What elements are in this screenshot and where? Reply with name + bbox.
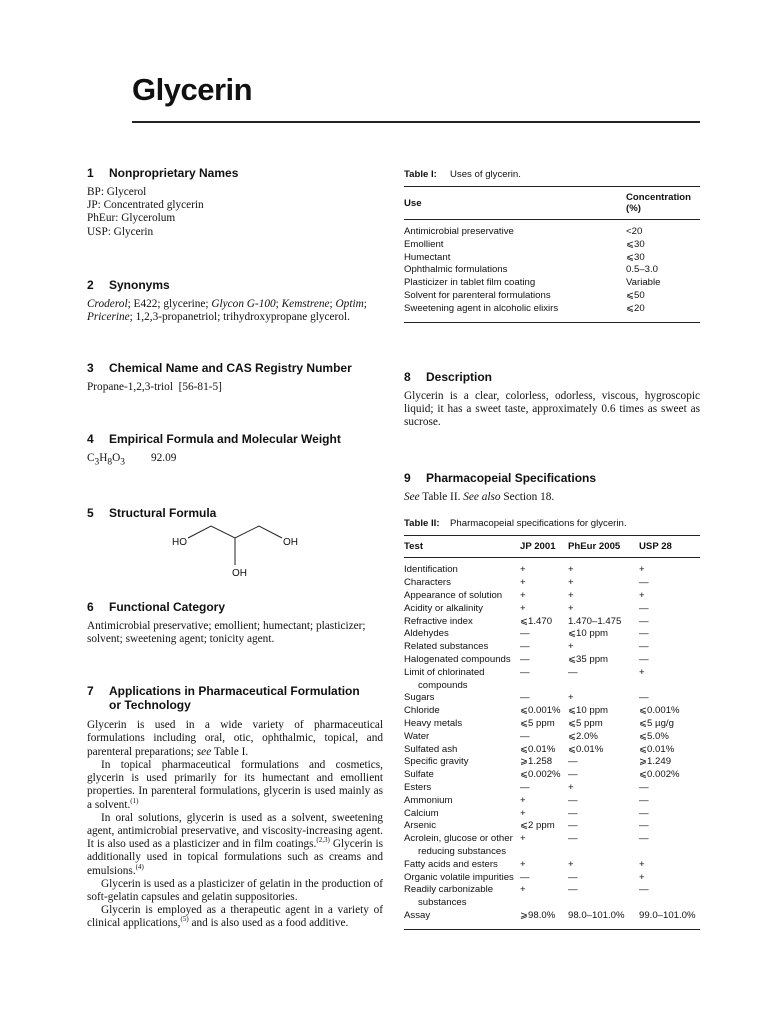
table2-caption [404,518,700,529]
text-see-also: See also [463,491,501,504]
table2-pheur-cell: — [568,666,578,678]
carbon-chain-bond [188,526,282,538]
section-chemical-name [87,361,383,394]
table2-test-cell [404,859,520,872]
section-title-cont: or Technology [109,698,191,713]
section-heading [87,600,383,614]
section-number: 7 [87,684,94,699]
table2-usp-cell: ⩽0.002% [639,769,680,781]
table2-header-row [404,536,700,558]
table2-usp-cell: — [639,794,649,806]
section-empirical-formula [87,432,383,469]
table-row [404,705,700,718]
table2-test-cell [404,872,520,885]
table1-header-row [404,187,700,220]
table2-pheur-cell: 98.0–101.0% [568,909,625,921]
table2-usp-cell: ⩽0.01% [639,743,675,755]
table2-pheur-cell: + [568,641,574,653]
table-row [404,220,700,239]
table2-test-cell [404,577,520,590]
table2-usp-cell: — [639,615,649,627]
section-applications [87,684,383,930]
synonym-text: ; 1,2,3-propanetriol; trihydroxypropane glycerol. [129,311,350,324]
table2-usp-cell: + [639,589,645,601]
table2-test-cell [404,795,520,808]
table2-jp-cell: — [520,653,530,665]
table2-pheur-cell: — [568,833,578,845]
table-row [404,769,700,782]
paragraph [87,904,383,930]
reference: (5) [180,915,189,924]
table-row [404,833,700,859]
test-name: Identification [404,564,458,576]
label-oh-right: OH [283,536,298,548]
table1-use-cell: Sweetening agent in alcoholic elixirs [404,302,559,314]
table2-pheur-cell: — [568,794,578,806]
test-name: Sugars [404,692,435,704]
table1-concentration-cell: ⩽20 [626,302,645,314]
section-heading [404,370,700,384]
table1-use-cell: Ophthalmic formulations [404,264,508,276]
table2-pheur-cell: ⩽5 ppm [568,717,603,729]
text: Section 18. [500,491,555,504]
table2-pheur-cell: ⩽10 ppm [568,628,609,640]
table2-jp-cell: ⩽0.001% [520,705,561,717]
table2-jp-cell: — [520,781,530,793]
table-row [404,590,700,603]
text: Table II. [419,491,464,504]
table1-use-cell: Antimicrobial preservative [404,226,514,237]
table-row [404,252,700,265]
section-title: Nonproprietary Names [109,166,239,180]
text: Glycerin is used in a wide variety of pharmaceutical formulations including oral, otic, ophthalmic, topical, and parenteral preparations; [87,719,383,758]
table2-jp-cell: ⩾1.258 [520,756,553,768]
paragraph [87,812,383,878]
section-number: 6 [87,599,94,614]
test-name: Related substances [404,641,489,653]
text: Table I. [211,745,249,758]
table2-pheur-cell: — [568,807,578,819]
table-row [404,264,700,277]
table-row [404,859,700,872]
section-heading [87,361,383,375]
reference: (2,3) [316,836,330,845]
section-title: Chemical Name and CAS Registry Number [109,361,352,376]
table-row [404,641,700,654]
names-list [87,186,383,239]
test-name: Assay [404,909,431,921]
table1-col-use: Use [404,187,626,220]
table-row [404,577,700,590]
table2-usp-cell: — [639,692,649,704]
text-see: See [404,491,420,504]
table2-jp-cell: ⩽1.470 [520,615,553,627]
paragraph [87,719,383,759]
test-name: Organic volatile impurities [404,871,514,883]
table-row [404,782,700,795]
section-number: 2 [87,277,94,292]
table2-test-cell [404,558,520,577]
table2-usp-cell: ⩾1.249 [639,756,672,768]
synonym-sep: ; [363,297,367,310]
table-row [404,290,700,303]
table2-usp-cell: + [639,871,645,883]
specs-text [404,491,700,504]
section-number: 1 [87,166,94,180]
empirical-formula: $C_3H_8O_3$ [87,452,125,468]
test-name: Chloride [404,705,440,717]
section-heading [87,278,383,292]
test-name: Limit of chlorinated compounds [404,666,485,691]
table2-pheur-cell: — [568,769,578,781]
synonym-glycon: Glycon G-100 [211,297,276,310]
text-see: see [196,745,212,758]
test-name: Arsenic [404,820,436,832]
synonym-optim: Optim [335,297,364,310]
page-title: Glycerin [132,72,253,107]
table2-test-cell [404,833,520,859]
table2-pheur-cell: 1.470–1.475 [568,615,622,627]
table2-jp-cell: — [520,666,530,678]
section-title: Structural Formula [109,505,217,520]
title-rule [132,121,700,123]
synonym-sep: ; [329,297,336,310]
table-row [404,616,700,629]
table2-pheur-cell: + [568,564,574,576]
table2-jp-cell: ⩽0.01% [520,743,556,755]
section-structural-formula [87,506,383,582]
table2-usp-cell: — [639,577,649,589]
table2-jp-cell: — [520,730,530,742]
table2-test-cell [404,744,520,757]
table2-test-cell [404,884,520,910]
table2-pheur-cell: — [568,820,578,832]
table-row [404,910,700,929]
test-name: Refractive index [404,615,473,627]
test-name: Water [404,730,430,742]
table2-test-cell [404,628,520,641]
table2-pheur-cell: — [568,884,578,896]
table2-usp-cell: + [639,564,645,576]
section-pharmacopeial-specs [404,471,700,504]
table1-concentration-cell: 0.5–3.0 [626,264,659,276]
table2-body [404,558,700,929]
table2-jp-cell: ⩾98.0% [520,909,556,921]
table2-usp-cell: ⩽5 µg/g [639,717,674,729]
synonyms-text [87,298,383,324]
table2-jp-cell: — [520,692,530,704]
section-number: 4 [87,432,94,447]
table2-jp-cell: — [520,641,530,653]
table2-test-cell [404,590,520,603]
table-row [404,603,700,616]
table1-caption [404,169,700,180]
table1 [404,186,700,323]
formula-line [87,452,383,469]
test-name: Aldehydes [404,628,449,640]
structural-formula-diagram [87,520,383,582]
table-row [404,558,700,577]
synonym-sep: ; [275,297,282,310]
table2-usp-cell: ⩽5.0% [639,730,669,742]
chemical-name-text: Propane-1,2,3-triol [56-81-5] [87,381,222,394]
table1-body [404,220,700,323]
test-name: Characters [404,577,451,589]
table-row [404,692,700,705]
table2-jp-cell: + [520,858,526,870]
section-heading [87,166,383,180]
section-nonproprietary-names [87,166,383,239]
table2-pheur-cell: ⩽10 ppm [568,705,609,717]
text: In oral solutions, glycerin is used as a solvent, sweetening agent, antimicrobial preservative, and viscosity-increasing agent. It is also used as a plasticizer and in film coatings. [87,811,383,851]
name-pheur: PhEur: Glycerolum [87,212,176,225]
test-name: Specific gravity [404,756,469,768]
table2-pheur-cell: + [568,577,574,589]
left-column [87,166,383,931]
table2-test-cell [404,654,520,667]
table2-pheur-cell: + [568,858,574,870]
table-row [404,628,700,641]
table2-pheur-cell: + [568,589,574,601]
table2-jp-cell: + [520,602,526,614]
test-name: Halogenated compounds [404,653,511,665]
table-row [404,808,700,821]
test-name: Readily carbonizable substances [404,884,494,909]
table2-col-test: Test [404,536,520,558]
table2-test-cell [404,910,520,929]
table2-jp-cell: — [520,871,530,883]
paragraph: Glycerin is used as a plasticizer of gelatin in the production of soft-gelatin capsules and gelatin suppositories. [87,877,383,903]
section-heading [87,432,383,446]
table-row [404,756,700,769]
table2-usp-cell: — [639,602,649,614]
table1-concentration-cell: ⩽50 [626,289,645,301]
table2-usp-cell: — [639,833,649,845]
table2-usp-cell: — [639,628,649,640]
table-row [404,884,700,910]
table2-pheur-cell: + [568,692,574,704]
test-name: Sulfate [404,769,434,781]
table2-jp-cell: — [520,628,530,640]
right-column [404,166,700,930]
section-heading [87,684,383,712]
functional-category-text: Antimicrobial preservative; emollient; humectant; plasticizer; solvent; sweetening agent; tonicity agent. [87,619,366,646]
section-functional-category [87,600,383,646]
section-title: Applications in Pharmaceutical Formulation [109,684,360,699]
test-name: Acrolein, glucose or other reducing substances [404,833,513,857]
section-title: Description [426,369,493,384]
table-row [404,872,700,885]
table-row [404,731,700,744]
table2-jp-cell: + [520,577,526,589]
section-title: Synonyms [109,277,170,292]
table1-concentration-cell: <20 [626,226,643,237]
table-row [404,239,700,252]
test-name: Acidity or alkalinity [404,602,483,614]
table2-pheur-cell: — [568,871,578,883]
table-row [404,718,700,731]
table1-use-cell: Humectant [404,251,451,263]
table1-use-cell: Plasticizer in tablet film coating [404,277,536,289]
section-heading [404,471,700,485]
synonym-text: ; E422; glycerine; [127,297,212,310]
table-row [404,277,700,290]
table2-test-cell [404,692,520,705]
table-row [404,795,700,808]
section-synonyms [87,278,383,324]
table1-use-cell: Emollient [404,238,444,250]
table1-concentration-cell: Variable [626,277,661,289]
table2-jp-cell: ⩽2 ppm [520,820,555,832]
table2-test-cell [404,718,520,731]
text: In topical pharmaceutical formulations and cosmetics, glycerin is used primarily for its humectant and emollient properties. In parenteral formulations, glycerin is used mainly as a solvent. [87,758,383,811]
synonym-croderol: Croderol [87,297,128,310]
table2-usp-cell: + [639,666,645,678]
table2-usp-cell: — [639,884,649,896]
table2-caption-text: Pharmacopeial specifications for glycerin. [450,518,627,530]
text: Glycerin is additionally used in topical formulations such as creams and emulsions. [87,838,383,877]
table1-concentration-cell: ⩽30 [626,238,645,250]
table2-jp-cell: ⩽0.002% [520,769,561,781]
table1-concentration-cell: ⩽30 [626,251,645,263]
table2-usp-cell: 99.0–101.0% [639,909,696,921]
table2-usp-cell: + [639,858,645,870]
table2-col-usp: USP 28 [639,536,700,558]
section-number: 8 [404,369,411,384]
table2-pheur-cell: ⩽35 ppm [568,653,609,665]
table2-jp-cell: + [520,564,526,576]
table2-usp-cell: — [639,641,649,653]
table2-pheur-cell: — [568,756,578,768]
table1-use-cell: Solvent for parenteral formulations [404,289,551,301]
table2-jp-cell: + [520,794,526,806]
table2-jp-cell: + [520,884,526,896]
section-number: 5 [87,505,94,520]
table2-col-jp: JP 2001 [520,536,568,558]
table2-usp-cell: — [639,807,649,819]
table2-test-cell [404,820,520,833]
table2-test-cell [404,616,520,629]
table2-test-cell [404,641,520,654]
test-name: Appearance of solution [404,589,503,601]
test-name: Fatty acids and esters [404,858,498,870]
table1-col-concentration: Concentration (%) [626,187,700,220]
table2-test-cell [404,769,520,782]
table2-jp-cell: + [520,833,526,845]
test-name: Heavy metals [404,717,463,729]
test-name: Ammonium [404,794,453,806]
reference: (1) [130,796,139,805]
table2-col-pheur: PhEur 2005 [568,536,639,558]
molecular-weight: 92.09 [151,452,177,465]
test-name: Esters [404,781,432,793]
table-row [404,654,700,667]
table2-test-cell [404,756,520,769]
section-heading [87,506,383,520]
section-title: Functional Category [109,599,226,614]
section-title: Empirical Formula and Molecular Weight [109,432,341,447]
text: and is also used as a food additive. [188,917,349,930]
synonym-pricerine: Pricerine [87,311,130,324]
table2-label: Table II: [404,518,440,530]
table2-usp-cell: ⩽0.001% [639,705,680,717]
table2 [404,535,700,929]
table2-test-cell [404,731,520,744]
section-number: 3 [87,361,94,376]
table2-pheur-cell: ⩽0.01% [568,743,604,755]
synonym-kemstrene: Kemstrene [281,297,330,310]
table2-pheur-cell: + [568,602,574,614]
table2-usp-cell: — [639,781,649,793]
name-usp: USP: Glycerin [87,225,154,238]
label-ho: HO [172,536,187,548]
section-number: 9 [404,471,411,486]
name-jp: JP: Concentrated glycerin [87,199,204,212]
reference: (4) [135,862,144,871]
name-bp: BP: Glycerol [87,186,147,198]
table2-pheur-cell: ⩽2.0% [568,730,598,742]
test-name: Sulfated ash [404,743,458,755]
text: Glycerin is employed as a therapeutic agent in a variety of clinical applications, [87,904,383,930]
table2-test-cell [404,667,520,693]
table2-usp-cell: — [639,653,649,665]
table2-jp-cell: ⩽5 ppm [520,717,555,729]
table2-test-cell [404,782,520,795]
table-row [404,303,700,322]
section-title: Pharmacopeial Specifications [426,471,597,486]
label-oh-bottom: OH [232,567,247,579]
paragraph [87,759,383,812]
table2-usp-cell: — [639,820,649,832]
table-row [404,667,700,693]
table2-pheur-cell: + [568,781,574,793]
description-text: Glycerin is a clear, colorless, odorless, viscous, hygroscopic liquid; it has a sweet taste, approximately 0.6 times as sweet as sucrose. [404,389,700,428]
applications-text [87,719,383,930]
section-description [404,370,700,430]
table2-jp-cell: + [520,807,526,819]
table2-test-cell [404,603,520,616]
table-row [404,820,700,833]
table2-test-cell [404,705,520,718]
table1-caption-text: Uses of glycerin. [450,169,521,180]
table2-test-cell [404,808,520,821]
table2-jp-cell: + [520,589,526,601]
table1-label: Table I: [404,169,437,180]
test-name: Calcium [404,807,439,819]
table-row [404,744,700,757]
